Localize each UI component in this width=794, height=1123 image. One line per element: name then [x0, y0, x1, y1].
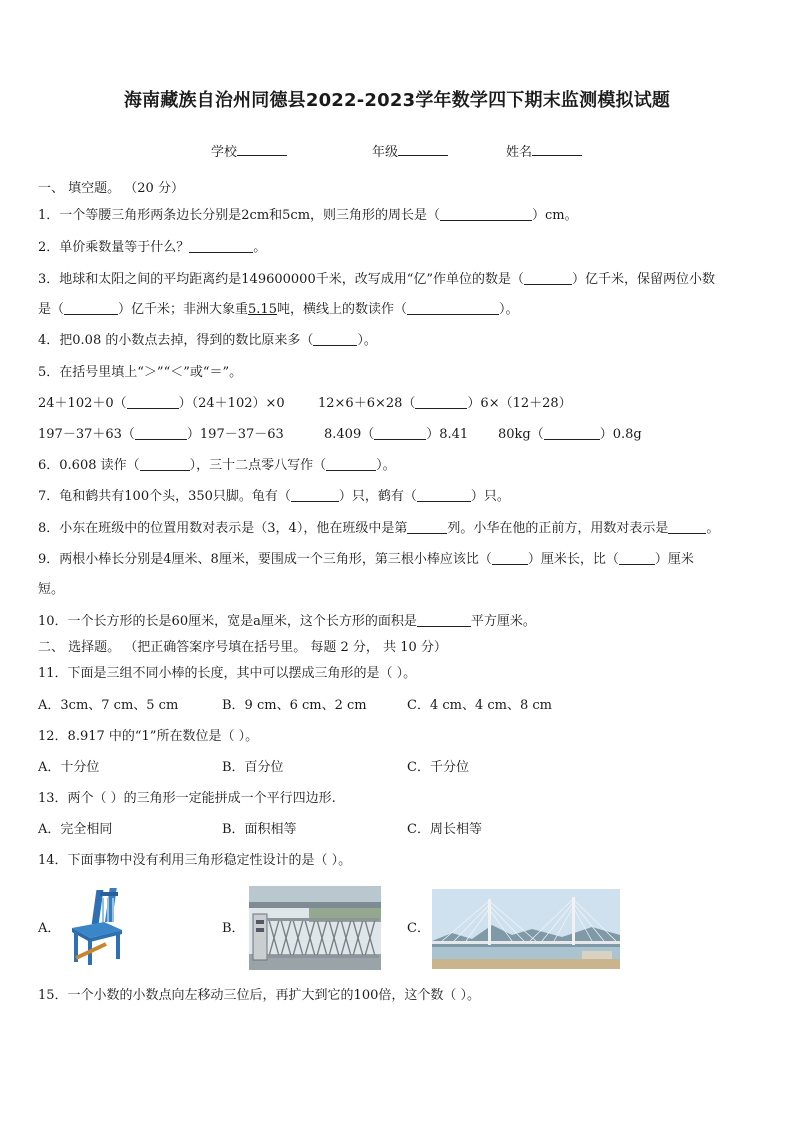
q13-option-a: A．完全相同 [38, 822, 113, 837]
question-2: 2．单价乘数量等于什么？ 。 [38, 240, 267, 255]
q11-option-a: A．3cm、7 cm、5 cm [38, 698, 179, 713]
compare-1: 24＋102＋0（ ）（24＋102）×0 [38, 396, 285, 411]
q14-option-b-label: B． [222, 921, 245, 936]
compare-4: 8.409（ ）8.41 [324, 427, 469, 442]
question-12: 12．8.917 中的“1”所在数位是（ ）。 [38, 729, 259, 744]
compare-2: 12×6＋6×28（ ）6×（12＋28） [318, 396, 572, 411]
school-label: 学校 [211, 145, 238, 160]
q14-option-a-label: A． [38, 921, 61, 936]
q12-option-c: C．千分位 [407, 760, 469, 775]
q11-option-b: B．9 cm、6 cm、2 cm [222, 698, 367, 713]
school-field [211, 141, 287, 160]
question-5: 5．在括号里填上“＞”“＜”或“＝”。 [38, 365, 243, 380]
question-7: 7．龟和鹤共有100个头，350只脚。龟有（ ）只，鹤有（ ）只。 [38, 489, 510, 504]
compare-3: 197－37＋63（ ）197－37－63 [38, 427, 284, 442]
q13-option-c: C．周长相等 [407, 822, 482, 837]
q11-option-c: C．4 cm、4 cm、8 cm [407, 698, 552, 713]
question-6: 6．0.608 读作（ ），三十二点零八写作（ ）。 [38, 458, 396, 473]
name-label: 姓名 [506, 145, 533, 160]
school-blank [237, 142, 287, 156]
q14-option-c-label: C． [407, 921, 430, 936]
question-11: 11．下面是三组不同小棒的长度，其中可以摆成三角形的是（ ）。 [38, 666, 417, 681]
cable-bridge-image [432, 889, 620, 969]
question-13: 13．两个（ ）的三角形一定能拼成一个平行四边形. [38, 791, 336, 806]
grade-label: 年级 [372, 145, 399, 160]
name-field [506, 141, 582, 160]
q12-option-a: A．十分位 [38, 760, 100, 775]
page-title: 海南藏族自治州同德县2022-2023学年数学四下期末监测模拟试题 [123, 90, 671, 111]
question-9-line-2: 短。 [38, 582, 65, 597]
compare-5: 80kg（ ）0.8g [498, 427, 642, 442]
section-heading-fill: 一、 填空题。 （20 分） [38, 181, 184, 196]
question-9-line-1: 9．两根小棒长分别是4厘米、8厘米，要围成一个三角形，第三根小棒应该比（ ）厘米长，比（ ）厘米 [38, 552, 694, 567]
question-8: 8．小东在班级中的位置用数对表示是（3，4），他在班级中是第 列。小华在他的正前方，用数对表示是 。 [38, 521, 720, 536]
question-10: 10．一个长方形的长是60厘米，宽是a厘米，这个长方形的面积是 平方厘米。 [38, 614, 536, 629]
section-heading-choice: 二、 选择题。 （把正确答案序号填在括号里。 每题 2 分， 共 10 分） [38, 640, 447, 655]
question-3-line-1: 3．地球和太阳之间的平均距离约是149600000千米，改写成用“亿”作单位的数是（ ）亿千米，保留两位小数 [38, 272, 716, 287]
question-3-line-2: 是（ ）亿千米；非洲大象重5.15吨，横线上的数读作（ ）。 [38, 302, 519, 317]
q12-option-b: B．百分位 [222, 760, 284, 775]
question-14: 14．下面事物中没有利用三角形稳定性设计的是（ ）。 [38, 853, 352, 868]
name-blank [532, 142, 582, 156]
grade-blank [398, 142, 448, 156]
chair-image [64, 886, 128, 966]
question-1: 1．一个等腰三角形两条边长分别是2cm和5cm，则三角形的周长是（ ）cm。 [38, 208, 578, 223]
q13-option-b: B．面积相等 [222, 822, 297, 837]
question-15: 15．一个小数的小数点向左移动三位后，再扩大到它的100倍，这个数（ ）。 [38, 988, 480, 1003]
retractable-gate-image [249, 886, 381, 970]
grade-field [372, 141, 448, 160]
question-4: 4．把0.08 的小数点去掉，得到的数比原来多（ ）。 [38, 333, 377, 348]
